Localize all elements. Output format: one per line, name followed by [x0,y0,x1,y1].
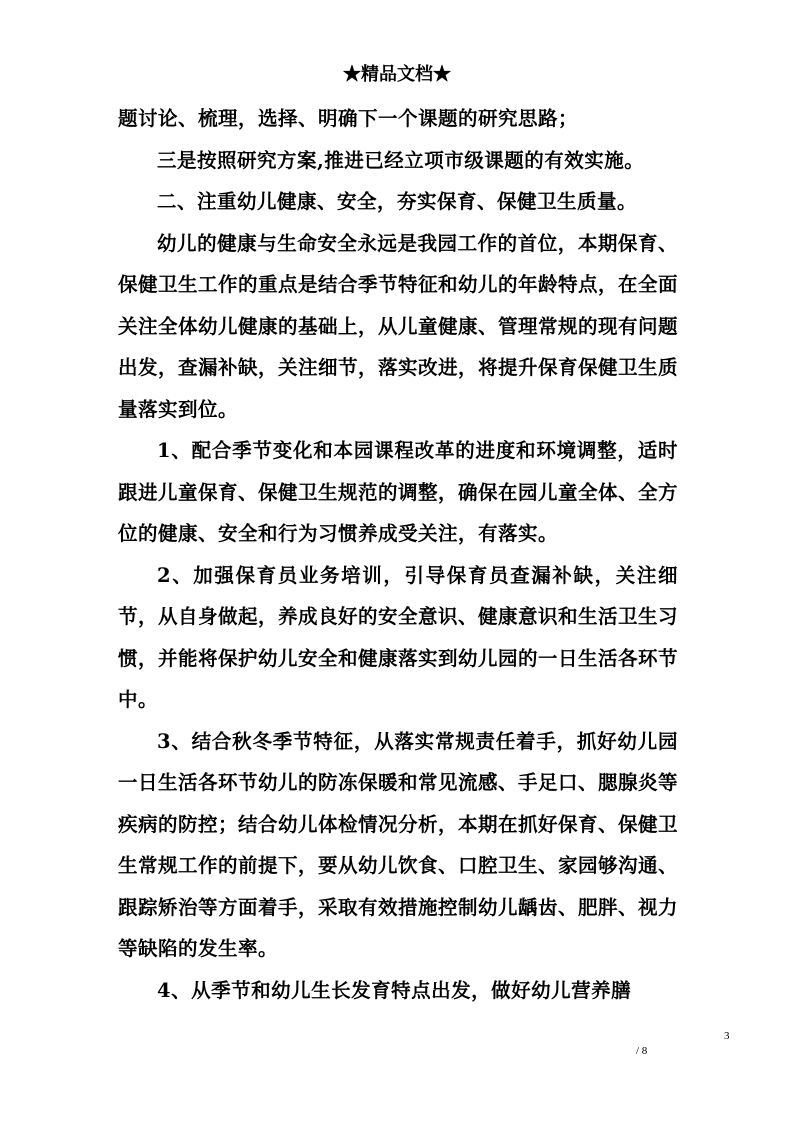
paragraph: 2、加强保育员业务培训，引导保育员查漏补缺，关注细节，从自身做起，养成良好的安全意识、健康意识和生活卫生习惯，并能将保护幼儿安全和健康落实到幼儿园的一日生活各环节中。 [118,563,679,711]
document-header: ★精品文档★ [343,64,451,85]
paragraph: 题讨论、梳理，选择、明确下一个课题的研究思路； [118,107,579,130]
paragraph: 4、从季节和幼儿生长发育特点出发，做好幼儿营养膳 [157,978,632,1002]
paragraph: 1、配合季节变化和本园课程改革的进度和环境调整，适时跟进儿童保育、保健卫生规范的调整，确保在园儿童全体、全方位的健康、安全和行为习惯养成受关注，有落实。 [118,439,679,545]
paragraph: 三是按照研究方案,推进已经立项市级课题的有效实施。 [157,148,645,172]
page-total: / 8 [636,1045,648,1057]
paragraph: 3、结合秋冬季节特征，从落实常规责任着手，抓好幼儿园一日生活各环节幼儿的防冻保暖和常见流感、手足口、腮腺炎等疾病的防控；结合幼儿体检情况分析，本期在抓好保育、保健卫生常规工作的前提下，要从幼儿饮食、口腔卫生、家园够沟通、跟踪矫治等方面着手，采取有效措施控制幼儿龋齿、肥胖、视力等缺陷的发生率。 [118,729,679,960]
document-body [118,98,678,1011]
paragraph: 幼儿的健康与生命安全永远是我园工作的首位，本期保育、保健卫生工作的重点是结合季节特征和幼儿的年龄特点，在全面关注全体幼儿健康的基础上，从儿童健康、管理常规的现有问题出发，查漏补缺，关注细节，落实改进，将提升保育保健卫生质量落实到位。 [118,231,679,421]
paragraph: 二、注重幼儿健康、安全，夯实保育、保健卫生质量。 [157,190,638,213]
page-number: 3 [724,1030,730,1042]
